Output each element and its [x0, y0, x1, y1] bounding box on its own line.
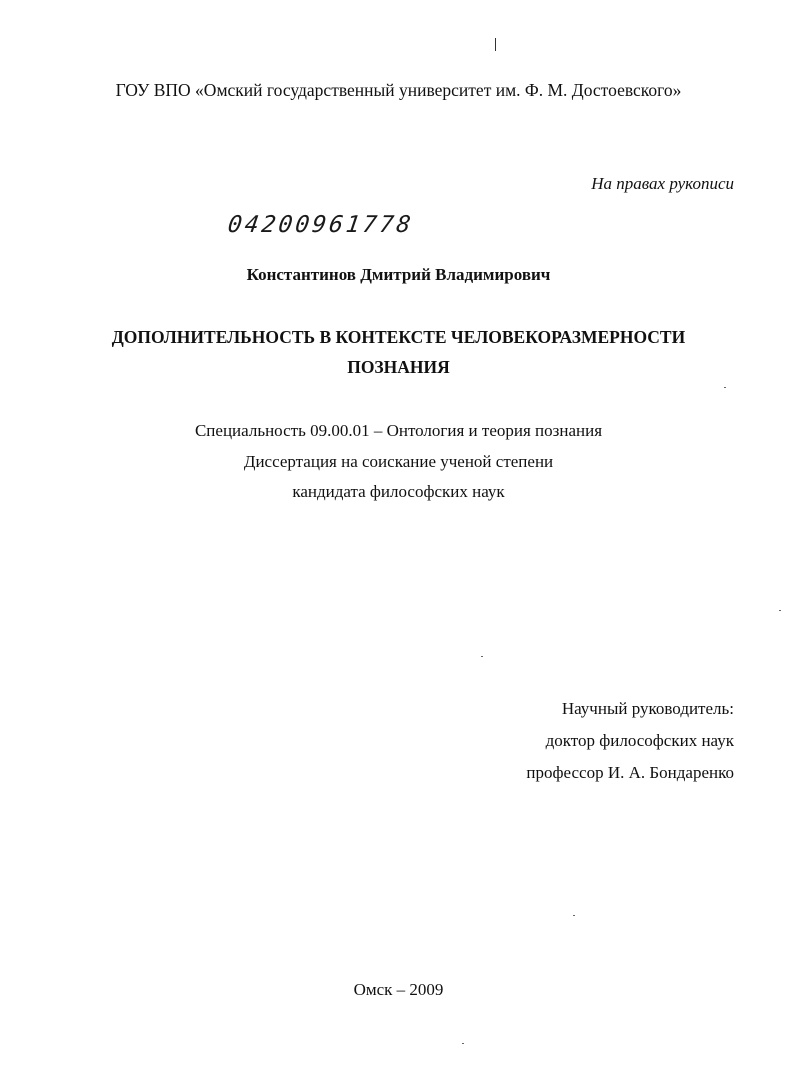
specialty-line: Специальность 09.00.01 – Онтология и теория познания	[194, 421, 603, 440]
scan-speck	[462, 1043, 464, 1044]
scan-speck	[573, 915, 575, 916]
city-year: Омск – 2009	[353, 980, 444, 999]
author-name: Константинов Дмитрий Владимирович	[246, 265, 551, 284]
supervisor-degree: доктор философских наук	[545, 731, 734, 750]
rights-note: На правах рукописи	[591, 174, 734, 193]
dissertation-title-line-2: ПОЗНАНИЯ	[347, 357, 450, 377]
archive-code-handwritten: 04200961778	[226, 212, 416, 238]
institution-name: ГОУ ВПО «Омский государственный университет им. Ф. М. Достоевского»	[115, 80, 682, 100]
scan-speck	[481, 656, 483, 657]
supervisor-label: Научный руководитель:	[561, 699, 734, 718]
degree-line-2: кандидата философских наук	[292, 482, 505, 501]
supervisor-name: профессор И. А. Бондаренко	[526, 763, 734, 782]
scan-speck	[724, 387, 726, 388]
degree-line-1: Диссертация на соискание ученой степени	[243, 452, 554, 471]
dissertation-title-line-1: ДОПОЛНИТЕЛЬНОСТЬ В КОНТЕКСТЕ ЧЕЛОВЕКОРАЗМЕРНОСТИ	[111, 327, 686, 347]
scan-artifact-mark	[495, 38, 496, 51]
scan-speck	[779, 610, 781, 611]
